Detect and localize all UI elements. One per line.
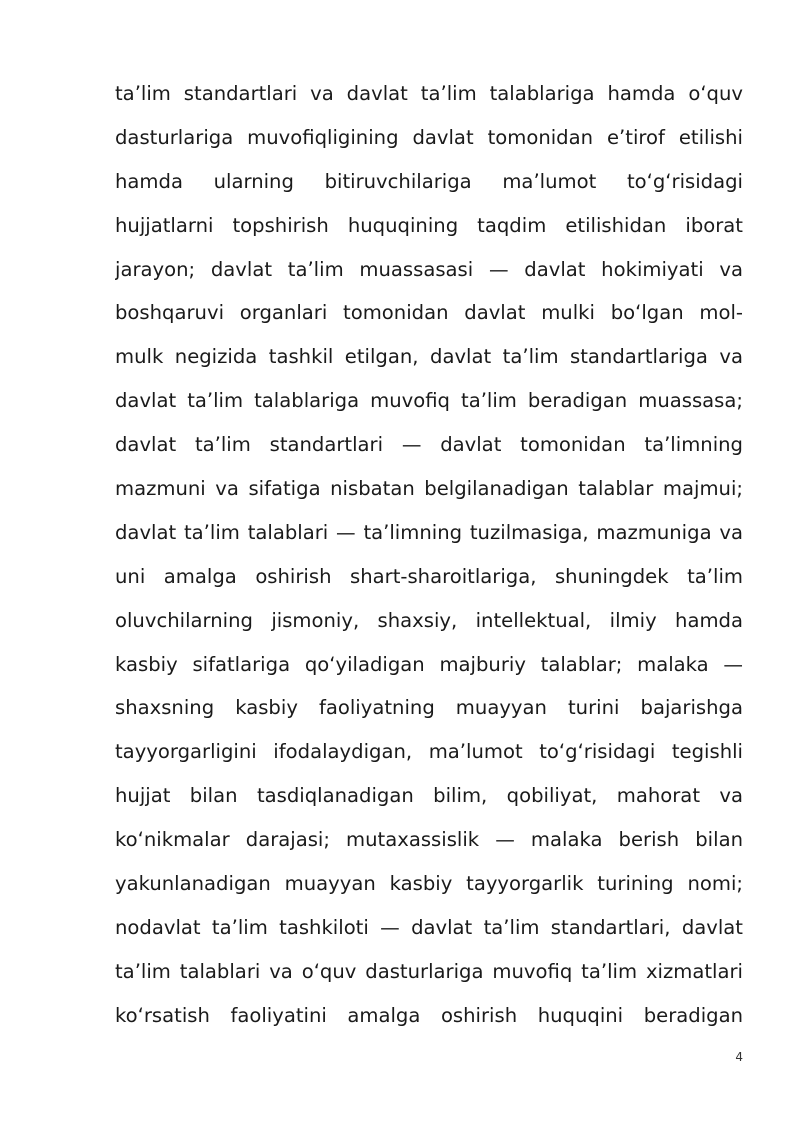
text-line: yakunlanadigan muayyan kasbiy tayyorgarlik turining nomi; [115, 872, 743, 896]
text-line: jarayon; davlat ta’lim muassasasi — davlat hokimiyati va [115, 257, 743, 281]
text-line: hujjatlarni topshirish huquqining taqdim etilishidan iborat [115, 213, 743, 237]
text-line: ko‘rsatish faoliyatini amalga oshirish huquqini beradigan [115, 1003, 743, 1027]
text-line: shaxsning kasbiy faoliyatning muayyan turini bajarishga [115, 696, 743, 720]
text-line: davlat ta’lim talablari — ta’limning tuzilmasiga, mazmuniga va [115, 520, 743, 544]
text-line: nodavlat ta’lim tashkiloti — davlat ta’lim standartlari, davlat [115, 915, 743, 939]
text-line: davlat ta’lim standartlari — davlat tomonidan ta’limning [115, 433, 743, 457]
text-line: dasturlariga muvofiqligining davlat tomonidan e’tirof etilishi [115, 125, 743, 149]
text-line: davlat ta’lim talablariga muvofiq ta’lim beradigan muassasa; [115, 389, 743, 413]
text-line: mazmuni va sifatiga nisbatan belgilanadigan talablar majmui; [115, 477, 743, 501]
text-line: kasbiy sifatlariga qo‘yiladigan majburiy talablar; malaka — [115, 652, 743, 676]
text-line: boshqaruvi organlari tomonidan davlat mulki bo‘lgan mol- [115, 301, 743, 325]
text-line: hamda ularning bitiruvchilariga ma’lumot to‘g‘risidagi [115, 169, 743, 193]
text-line: hujjat bilan tasdiqlanadigan bilim, qobiliyat, mahorat va [115, 784, 743, 808]
text-line: ko‘nikmalar darajasi; mutaxassislik — malaka berish bilan [115, 828, 743, 852]
text-line: uni amalga oshirish shart-sharoitlariga, shuningdek ta’lim [115, 564, 743, 588]
text-line: mulk negizida tashkil etilgan, davlat ta’lim standartlariga va [115, 345, 743, 369]
text-line: oluvchilarning jismoniy, shaxsiy, intellektual, ilmiy hamda [115, 608, 743, 632]
text-line: ta’lim standartlari va davlat ta’lim talablariga hamda o‘quv [115, 82, 743, 105]
page-number: 4 [735, 1050, 743, 1064]
body-text [115, 72, 743, 1038]
text-line: tayyorgarligini ifodalaydigan, ma’lumot to‘g‘risidagi tegishli [115, 740, 743, 764]
text-line: ta’lim talablari va o‘quv dasturlariga muvofiq ta’lim xizmatlari [115, 959, 743, 983]
